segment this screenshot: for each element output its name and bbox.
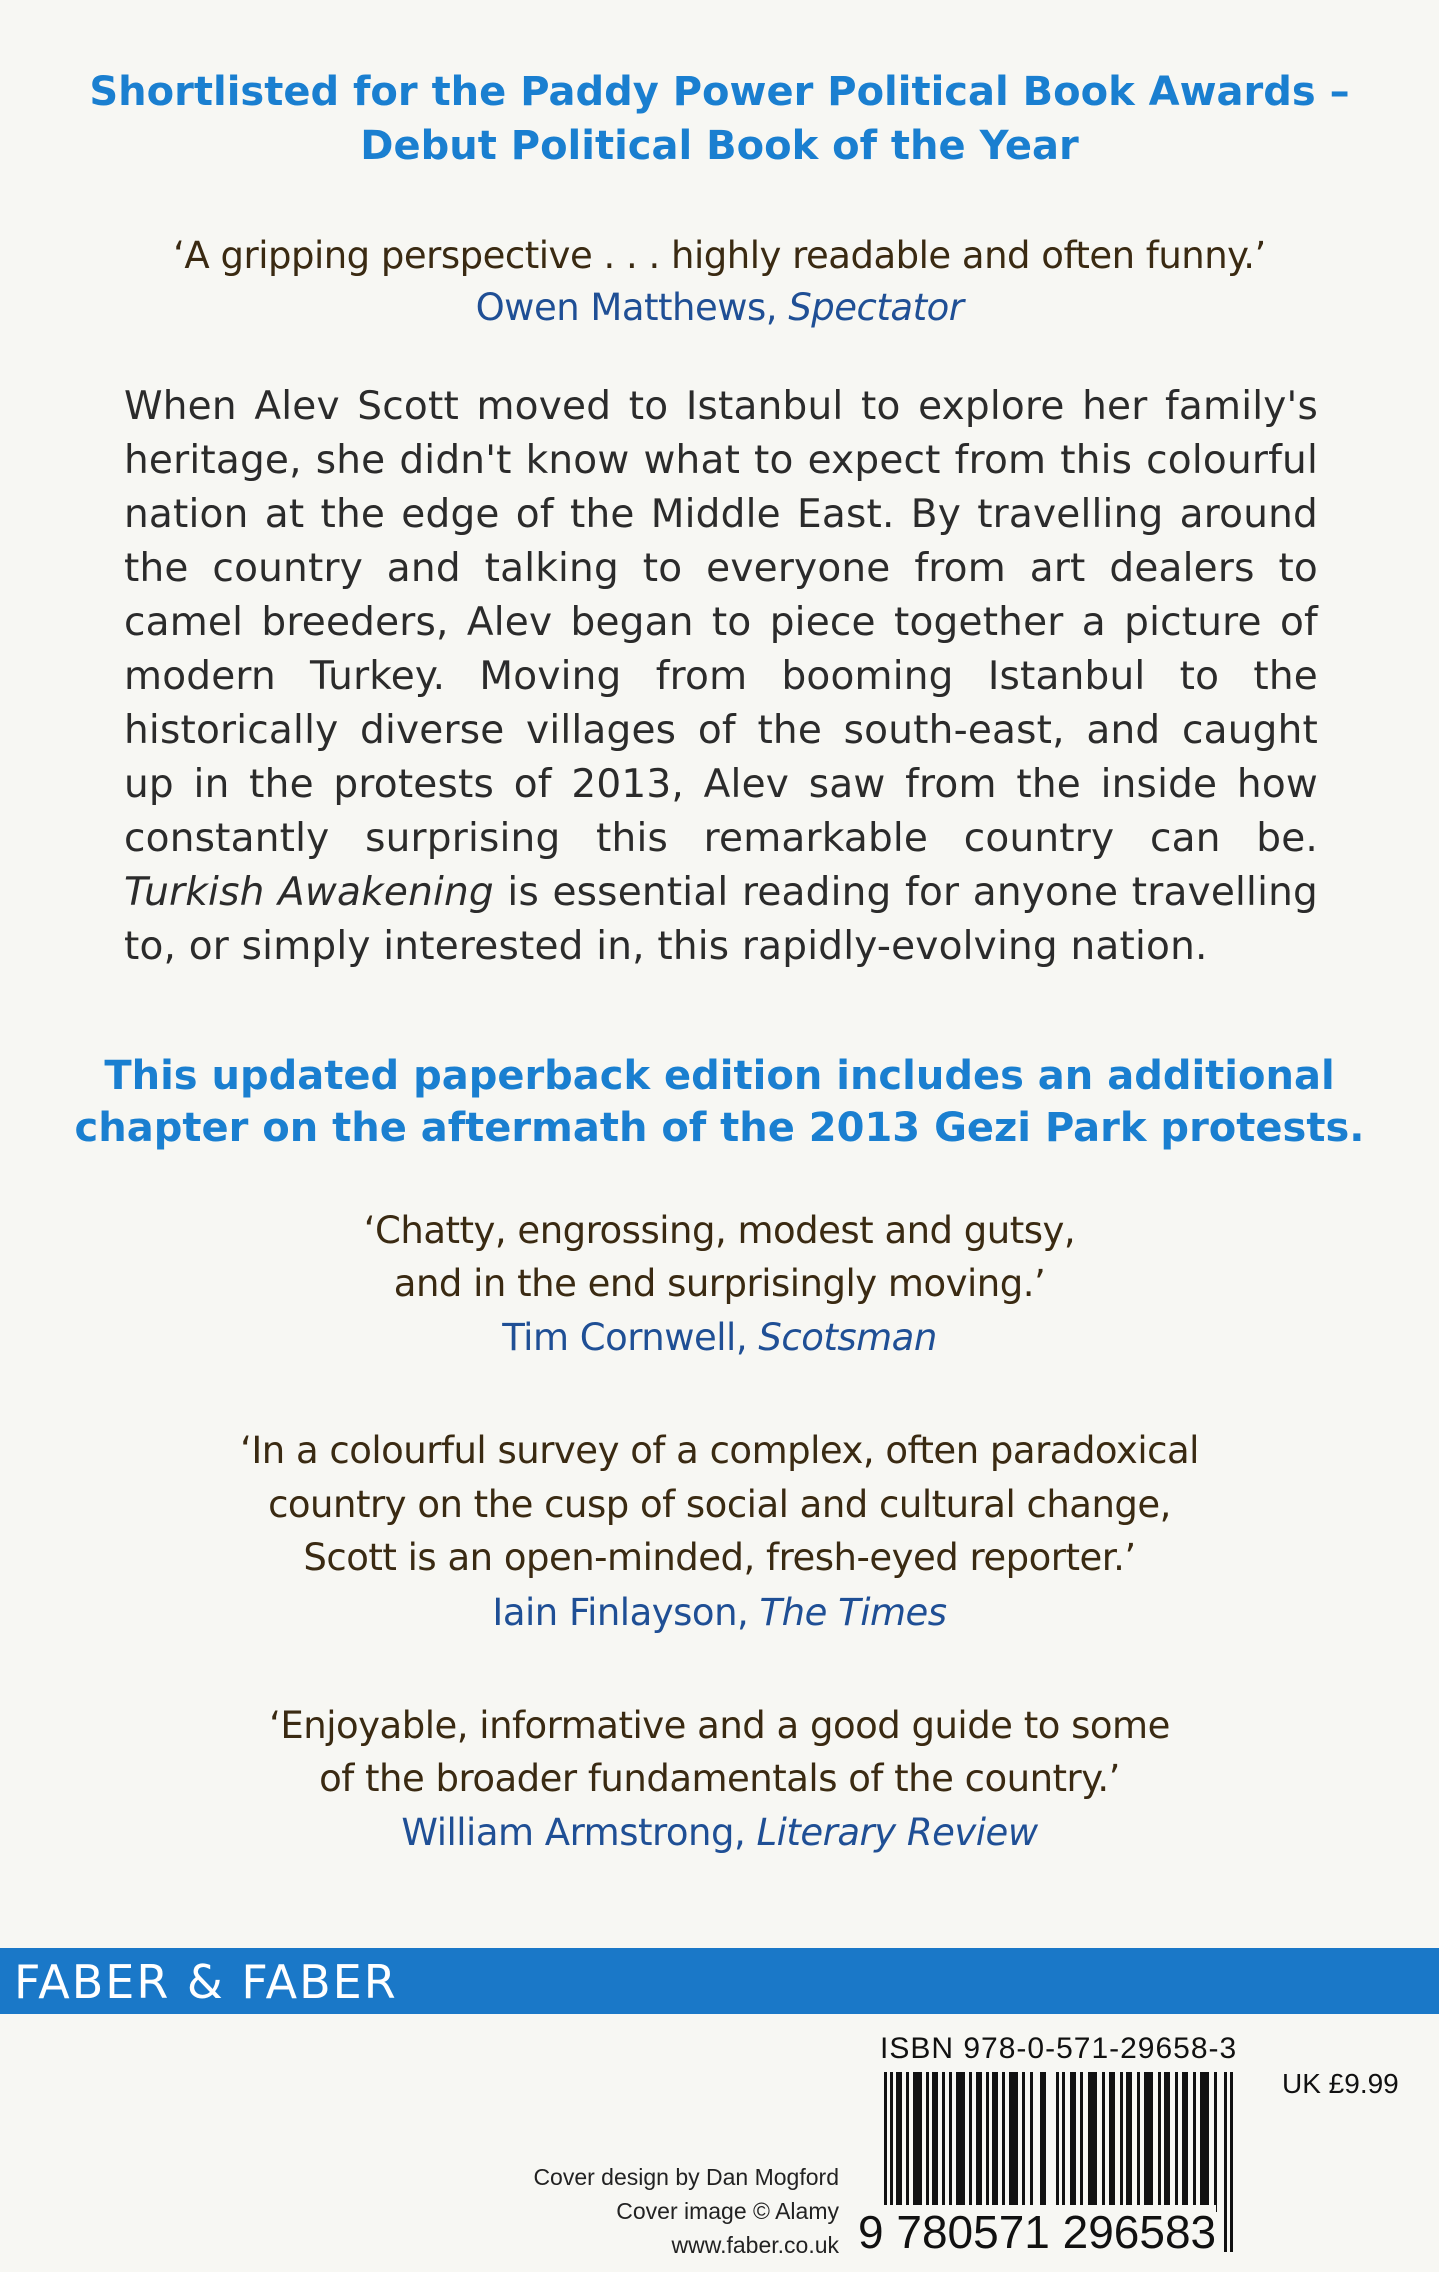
quote1-author: Owen Matthews,: [475, 286, 789, 329]
quote1-source: Spectator: [788, 286, 964, 329]
award-heading-line1: Shortlisted for the Paddy Power Political Book Awards –: [89, 69, 1350, 115]
quote3-line2: country on the cusp of social and cultural change,: [268, 1483, 1171, 1526]
quote3-line1: ‘In a colourful survey of a complex, often paradoxical: [240, 1429, 1199, 1472]
blurb-line: When Alev Scott moved to Istanbul to explore her family's: [124, 384, 1318, 429]
quote1-text: ‘A gripping perspective . . . highly readable and often funny.’: [173, 234, 1266, 277]
blurb-line: to, or simply interested in, this rapidly-evolving nation.: [124, 924, 1208, 969]
quote4-source: Literary Review: [756, 1811, 1038, 1854]
isbn-text: ISBN 978-0-571-29658-3: [880, 2032, 1238, 2065]
quote4-line1: ‘Enjoyable, informative and a good guide to some: [269, 1704, 1170, 1747]
quote2-line2: and in the end surprisingly moving.’: [393, 1262, 1046, 1305]
book-title: Turkish Awakening: [124, 870, 494, 915]
blurb-line: up in the protests of 2013, Alev saw from the inside how: [124, 762, 1318, 807]
quote3-line3: Scott is an open-minded, fresh-eyed reporter.’: [303, 1536, 1136, 1579]
blurb-line: [124, 866, 1318, 920]
quote3-attribution: [0, 1585, 1439, 1640]
cover-image-credit: Cover image © Alamy: [616, 2198, 839, 2224]
blurb-line: historically diverse villages of the south-east, and caught: [124, 708, 1318, 753]
blurb-line: the country and talking to everyone from art dealers to: [124, 546, 1318, 591]
quote2-attribution: [0, 1310, 1439, 1365]
edition-note-line2: chapter on the aftermath of the 2013 Gezi Park protests.: [74, 1105, 1365, 1151]
quote2-source: Scotsman: [758, 1316, 937, 1359]
blurb-line-rest: is essential reading for anyone travelling: [493, 870, 1318, 915]
quote3-author: Iain Finlayson,: [492, 1591, 760, 1634]
quote4-author: William Armstrong,: [401, 1811, 757, 1854]
blurb-line: constantly surprising this remarkable country can be.: [124, 816, 1318, 861]
quote1-attribution: [0, 280, 1439, 335]
quote3-source: The Times: [759, 1591, 947, 1634]
award-heading-line2: Debut Political Book of the Year: [360, 123, 1079, 169]
publisher-website: www.faber.co.uk: [671, 2232, 839, 2258]
barcode-digits: 9 780571 296583: [858, 2206, 1217, 2258]
quote4-line2: of the broader fundamentals of the country.’: [319, 1757, 1120, 1800]
quote2-author: Tim Cornwell,: [502, 1316, 759, 1359]
blurb-line: modern Turkey. Moving from booming Istanbul to the: [124, 654, 1318, 699]
cover-design-credit: Cover design by Dan Mogford: [533, 2164, 839, 2190]
blurb-line: camel breeders, Alev began to piece together a picture of: [124, 600, 1318, 645]
price-text: UK £9.99: [1282, 2068, 1399, 2099]
blurb-line: nation at the edge of the Middle East. By travelling around: [124, 492, 1318, 537]
publisher-logo: FABER & FABER: [14, 1955, 398, 2009]
quote4-attribution: [0, 1805, 1439, 1860]
publisher-bar: [0, 1948, 1439, 2014]
blurb-paragraph: [124, 380, 1318, 974]
edition-note-line1: This updated paperback edition includes an additional: [104, 1053, 1335, 1099]
blurb-line: heritage, she didn't know what to expect from this colourful: [124, 438, 1318, 483]
quote2-line1: ‘Chatty, engrossing, modest and gutsy,: [363, 1209, 1076, 1252]
